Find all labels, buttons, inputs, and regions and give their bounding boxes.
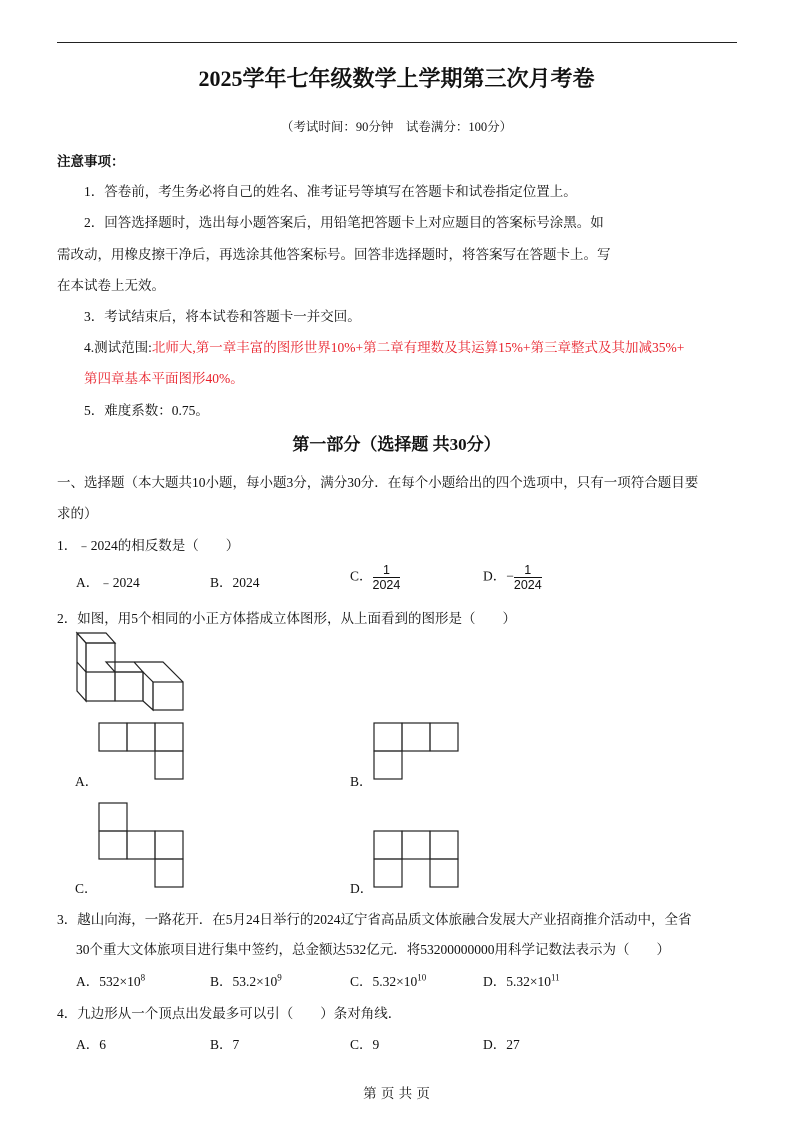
option-label: D．−: [483, 568, 514, 584]
exponent: 9: [277, 972, 282, 983]
q2-option-a: A．: [75, 774, 99, 789]
scope-text: 北师大,第一章丰富的图形世界10%+第二章有理数及其运算15%+第三章整式及其加减35%+: [151, 340, 685, 355]
numerator: 1: [514, 563, 542, 578]
notice-heading: 注意事项：: [57, 154, 125, 169]
denominator: 2024: [372, 578, 401, 592]
section-intro: 一、选择题（本大题共10小题，每小题3分，满分30分．在每个小题给出的四个选项中，只有一项符合题目要: [57, 475, 699, 490]
q2-option-d: D．: [350, 881, 374, 896]
option-text: A．532×10: [76, 974, 141, 989]
exponent: 8: [140, 972, 146, 983]
option-text: D．5.32×10: [483, 974, 551, 989]
notice-item-2-cont: 需改动，用橡皮擦干净后，再选涂其他答案标号。回答非选择题时，将答案写在答题卡上。写: [57, 247, 611, 262]
notice-item-5: 5．难度系数：0.75。: [84, 403, 209, 418]
question-4-stem: 4．九边形从一个顶点出发最多可以引（ ）条对角线．: [57, 1006, 402, 1021]
notice-item-1: 1．答卷前，考生务必将自己的姓名、准考证号等填写在答题卡和试卷指定位置上。: [84, 184, 577, 199]
q2-option-b: B．: [350, 774, 373, 789]
notice-item-2-cont2: 在本试卷上无效。: [57, 278, 165, 293]
option-a-grid: [99, 723, 183, 779]
page-title: 2025学年七年级数学上学期第三次月考卷: [198, 66, 595, 91]
q3-option-c: [350, 970, 426, 990]
question-1-stem: 1．﹣2024的相反数是（ ）: [57, 538, 240, 553]
page-footer: 第 页 共 页: [363, 1086, 430, 1102]
q4-option-d: D．27: [483, 1037, 520, 1052]
q4-option-c: C．9: [350, 1037, 380, 1052]
question-3-stem-cont: 30个重大文体旅项目进行集中签约，总金额达532亿元．将53200000000用科学记数法表示为（ ）: [76, 942, 670, 957]
question-3-stem: 3．越山向海，一路花开．在5月24日举行的2024辽宁省高品质文体旅融合发展大产业招商推介活动中，全省: [57, 912, 692, 927]
q1-option-a: A．﹣2024: [76, 575, 140, 590]
option-d-grid: [374, 831, 458, 887]
denominator: 2024: [513, 578, 542, 592]
notice-item-3: 3．考试结束后，将本试卷和答题卡一并交回。: [84, 309, 361, 324]
option-b-grid: [374, 723, 458, 779]
scope-text-cont: 第四章基本平面图形40%。: [84, 371, 244, 386]
section-intro-cont: 求的）: [57, 506, 98, 521]
cube-solid-figure: [77, 633, 183, 710]
q3-option-d: [483, 970, 560, 990]
q3-option-b: [210, 970, 282, 990]
q2-option-c: C．: [75, 881, 98, 896]
option-label: C．: [350, 568, 373, 584]
notice-item-2: 2．回答选择题时，选出每小题答案后，用铅笔把答题卡上对应题目的答案标号涂黑。如: [84, 215, 604, 230]
option-c-grid: [99, 803, 183, 887]
q1-option-b: B．2024: [210, 575, 260, 590]
q4-option-a: A．6: [76, 1037, 106, 1052]
numerator: 1: [373, 563, 401, 578]
exponent: 10: [417, 972, 427, 983]
option-text: C．5.32×10: [350, 974, 418, 989]
exam-info: （考试时间：90分钟 试卷满分：100分）: [280, 120, 513, 134]
question-2-stem: 2．如图，用5个相同的小正方体搭成立体图形，从上面看到的图形是（ ）: [57, 611, 516, 626]
exponent: 11: [551, 972, 560, 983]
section-title: 第一部分（选择题 共30分）: [292, 435, 501, 454]
q4-option-b: B．7: [210, 1037, 240, 1052]
option-text: B．53.2×10: [210, 974, 278, 989]
scope-label: 4.测试范围:: [84, 340, 152, 355]
q3-option-a: [76, 970, 145, 990]
